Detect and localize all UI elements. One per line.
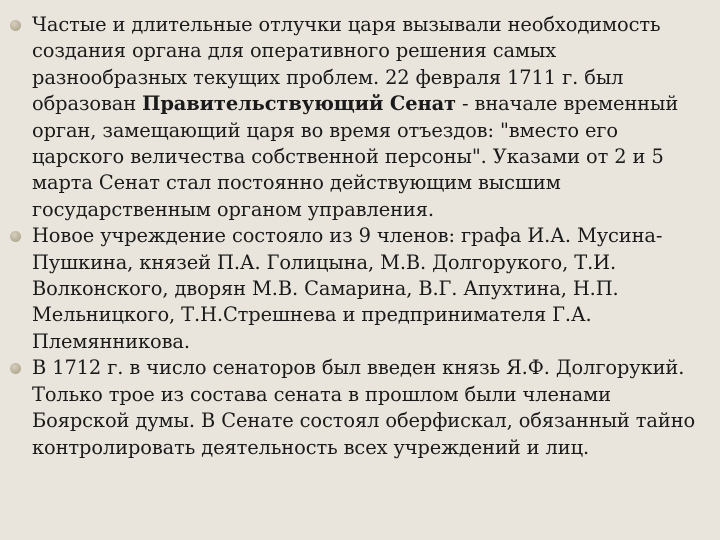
bullet-text-bold: Правительствующий Сенат [142,92,456,116]
bullet-text-after: - вначале временный орган, замещающий царя во время отъездов: "вместо его царского величества собственной персоны". Указами от 2 и 5 марта Сенат стал постоянно действующим высшим государственным органом управления. [32,92,679,221]
bullet-text: Новое учреждение состояло из 9 членов: графа И.А. Мусина-Пушкина, князей П.А. Голицына, М.В. Долгорукого, Т.И. Волконского, дворян М.В. Самарина, В.Г. Апухтина, Н.П. Мельницкого, Т.Н.Стрешнева и предпринимателя Г.А. Племянникова. [32,224,663,353]
bullet-text [32,12,714,223]
bullet-icon [10,363,21,374]
bullet-item-3 [10,355,714,461]
bullet-text: В 1712 г. в число сенаторов был введен князь Я.Ф. Долгорукий. Только трое из состава сената в прошлом были членами Боярской думы. В Сенате состоял оберфискал, обязанный тайно контролировать деятельность всех учреждений и лиц. [32,356,696,459]
slide-content [10,12,714,461]
bullet-item-1 [10,12,714,223]
bullet-item-2 [10,223,714,355]
bullet-text-before: Частые и длительные отлучки царя вызывали необходимость создания органа для оперативного решения самых разнообразных текущих проблем. 22 февраля 1711 г. был образован [32,13,661,116]
bullet-icon [10,231,21,242]
bullet-icon [10,20,21,31]
